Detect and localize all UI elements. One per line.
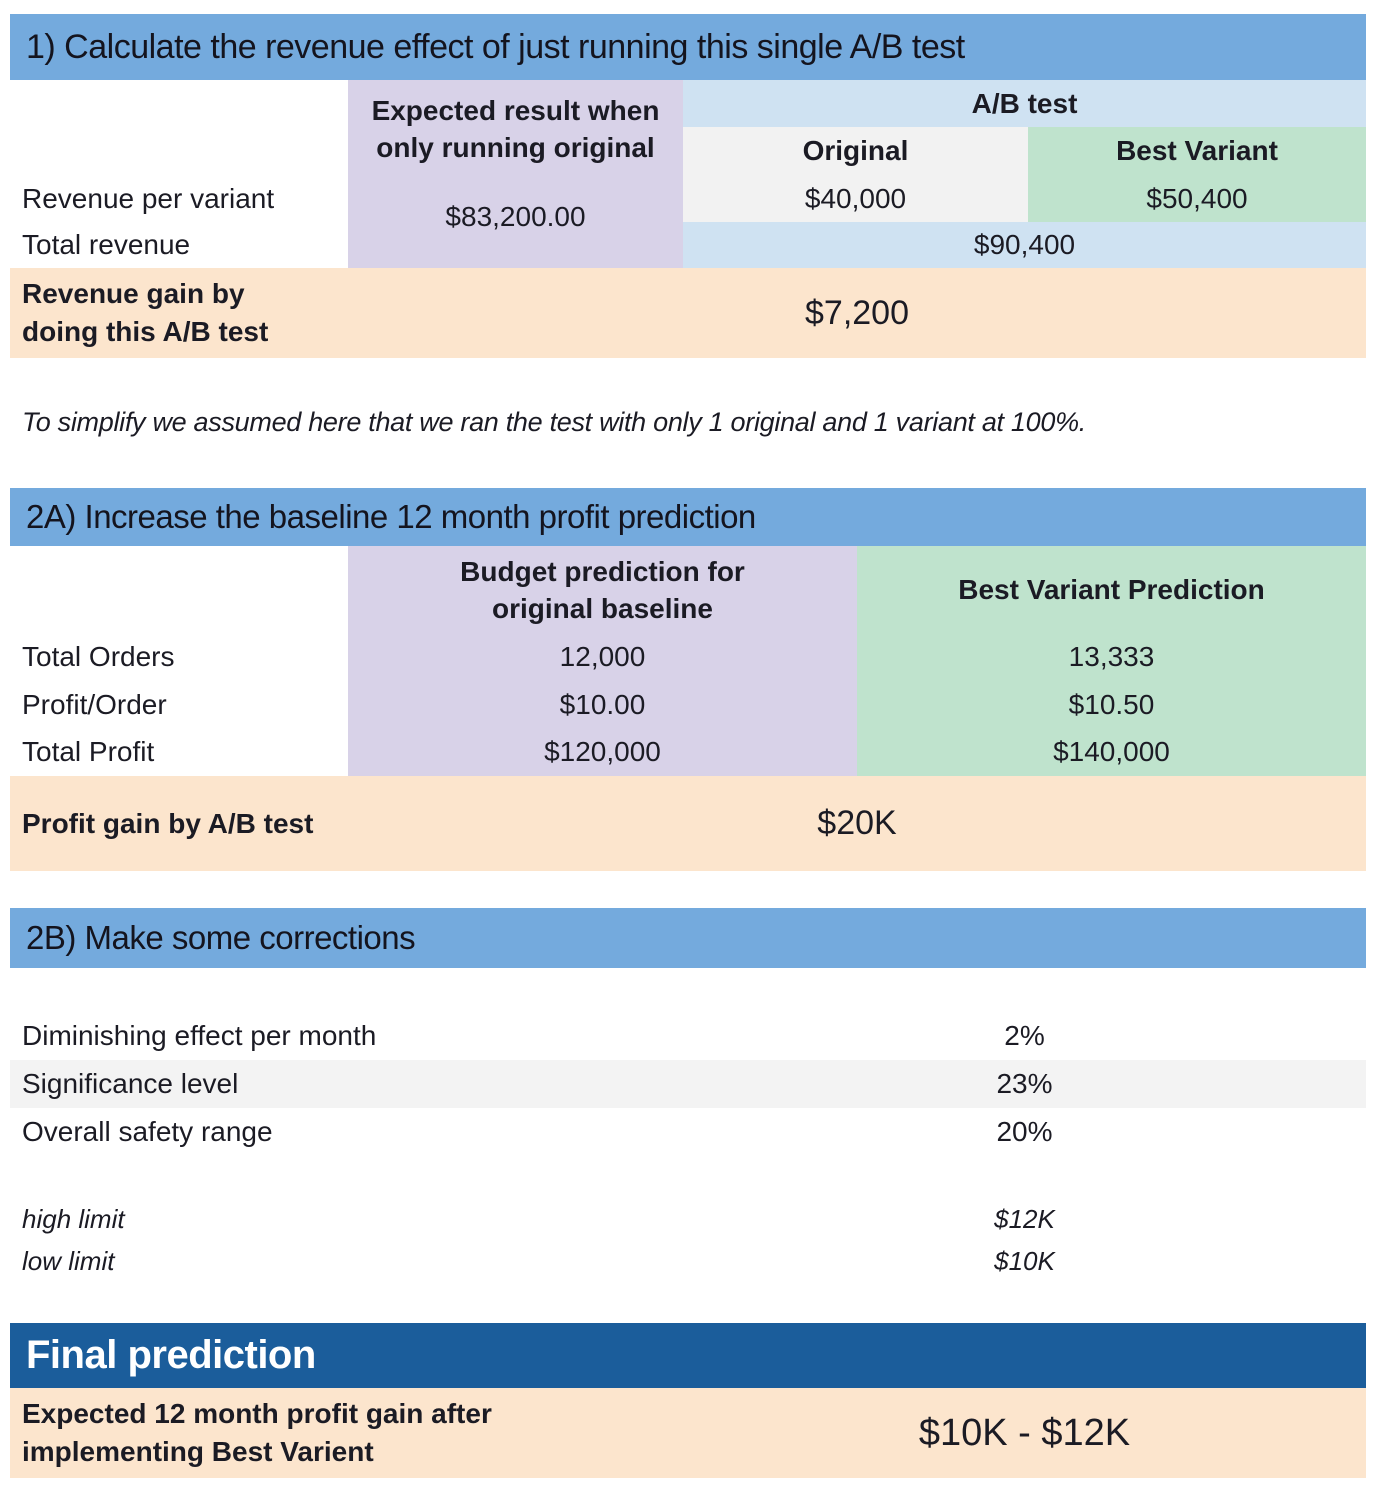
section2a-header: 2A) Increase the baseline 12 month profit prediction <box>10 488 1366 546</box>
overall-safety-range-label: Overall safety range <box>22 1116 273 1147</box>
profit-per-order-label: Profit/Order <box>22 688 167 720</box>
overall-safety-range-row <box>10 1108 1366 1156</box>
final-prediction-value: $10K - $12K <box>918 1411 1131 1454</box>
best-variant-prediction-column-header <box>857 546 1366 633</box>
expected-result-cell <box>348 80 683 268</box>
revenue-gain-label-text: Revenue gain by doing this A/B test <box>22 278 269 347</box>
revenue-gain-value: $7,200 <box>805 293 909 332</box>
section1-header: 1) Calculate the revenue effect of just running this single A/B test <box>10 14 1366 80</box>
total-revenue-label: Total revenue <box>22 229 191 260</box>
profit-gain-label-text: Profit gain by A/B test <box>22 807 314 839</box>
profit-per-order-budget-value: $10.00 <box>348 681 857 728</box>
final-prediction-label-text: Expected 12 month profit gain after implementing Best Varient <box>22 1398 492 1467</box>
final-prediction-header: Final prediction <box>10 1323 1366 1388</box>
section2a-table <box>10 546 1366 776</box>
diminishing-effect-row <box>10 1012 1366 1060</box>
high-limit-row <box>10 1198 1366 1240</box>
original-column-header: Original <box>683 127 1028 175</box>
corrections-list <box>10 1012 1366 1156</box>
profit-per-order-variant-value: $10.50 <box>857 681 1366 728</box>
expected-result-value: $83,200.00 <box>445 201 586 232</box>
budget-prediction-column-header-text: Budget prediction for original baseline <box>460 555 745 624</box>
total-profit-budget-value: $120,000 <box>348 728 857 776</box>
total-profit-label: Total Profit <box>22 736 155 767</box>
diminishing-effect-value: 2% <box>1004 1020 1045 1051</box>
low-limit-label: low limit <box>22 1245 115 1276</box>
revenue-gain-label <box>10 268 348 358</box>
total-orders-variant-value: 13,333 <box>857 633 1366 681</box>
best-variant-revenue-value: $50,400 <box>1028 175 1366 222</box>
section1-table <box>10 80 1366 268</box>
significance-level-value: 23% <box>996 1068 1053 1099</box>
simplification-note: To simplify we assumed here that we ran the test with only 1 original and 1 variant at 100%. <box>22 406 1086 437</box>
high-limit-value: $12K <box>994 1203 1055 1234</box>
original-revenue-value: $40,000 <box>683 175 1028 222</box>
revenue-gain-row <box>10 268 1366 358</box>
total-orders-label: Total Orders <box>22 641 175 672</box>
final-prediction-label <box>10 1388 683 1478</box>
diminishing-effect-label: Diminishing effect per month <box>22 1020 377 1051</box>
profit-gain-label <box>10 776 348 871</box>
revenue-per-variant-label: Revenue per variant <box>22 182 275 214</box>
expected-result-title: Expected result when only running original <box>371 95 660 163</box>
total-orders-budget-value: 12,000 <box>348 633 857 681</box>
overall-safety-range-value: 20% <box>996 1116 1053 1147</box>
total-profit-variant-value: $140,000 <box>857 728 1366 776</box>
significance-level-row <box>10 1060 1366 1108</box>
high-limit-label: high limit <box>22 1203 125 1234</box>
best-variant-prediction-column-header-text: Best Variant Prediction <box>958 574 1265 605</box>
significance-level-label: Significance level <box>22 1068 239 1099</box>
low-limit-row <box>10 1240 1366 1282</box>
section2b-header: 2B) Make some corrections <box>10 908 1366 968</box>
final-prediction-row <box>10 1388 1366 1478</box>
total-revenue-value: $90,400 <box>683 222 1366 268</box>
low-limit-value: $10K <box>994 1245 1055 1276</box>
budget-prediction-column-header <box>348 546 857 633</box>
profit-gain-row <box>10 776 1366 871</box>
limits-list <box>10 1198 1366 1282</box>
ab-test-column-header: A/B test <box>683 80 1366 127</box>
profit-gain-value: $20K <box>817 804 897 842</box>
best-variant-column-header: Best Variant <box>1028 127 1366 175</box>
